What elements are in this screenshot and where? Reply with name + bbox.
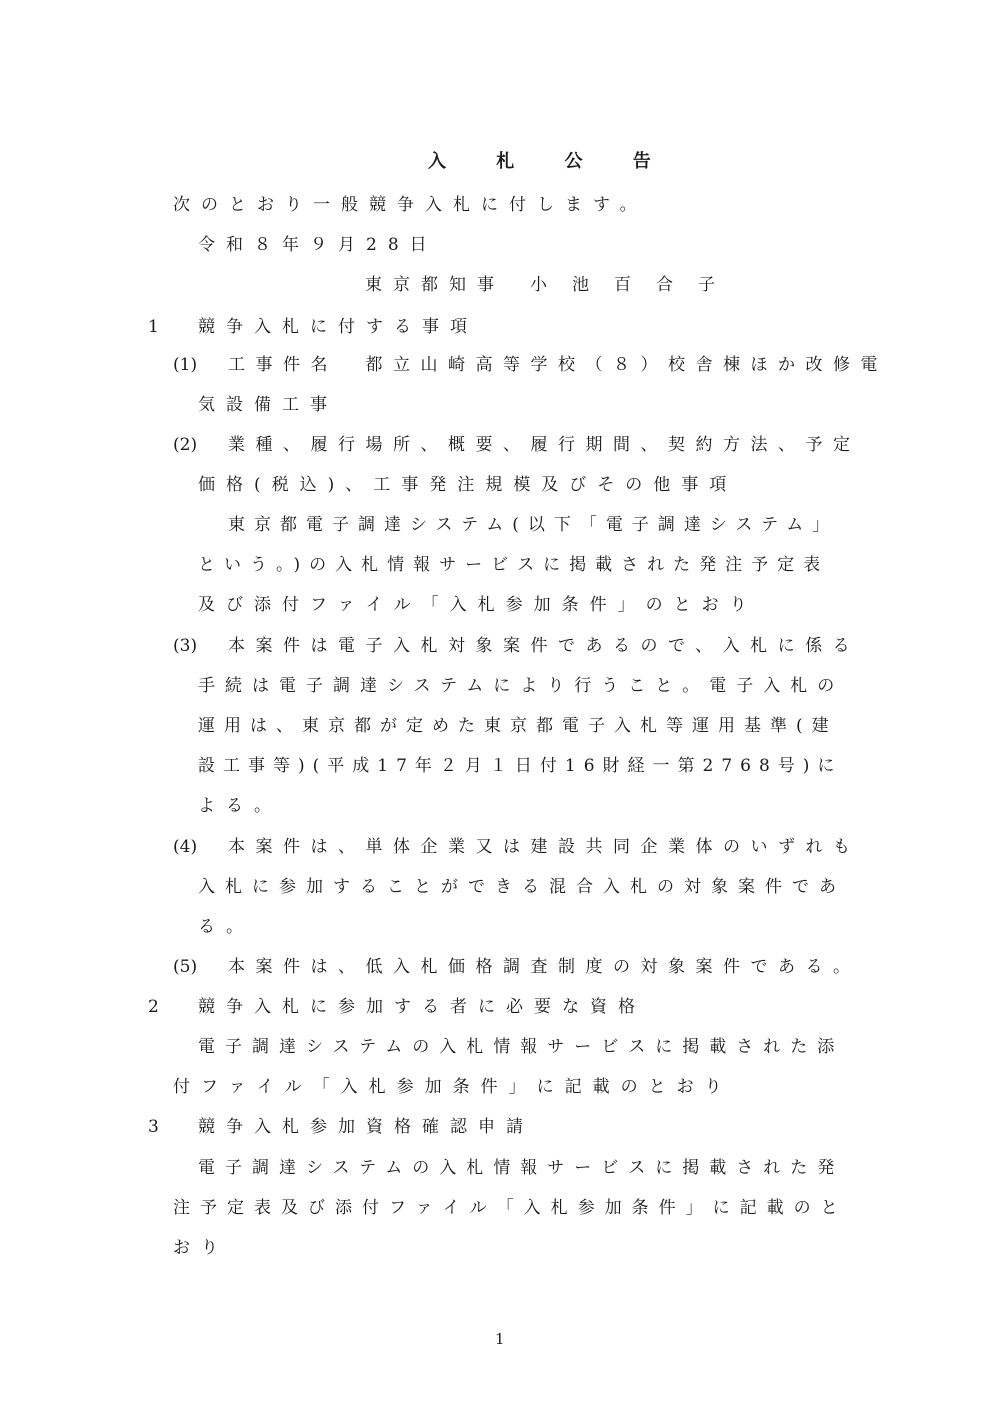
item-line: 入札に参加することができる混合入札の対象案件であ: [198, 877, 846, 897]
item-line: 業種、履行場所、概要、履行期間、契約方法、予定: [228, 435, 861, 455]
section-heading: 競争入札に付する事項: [198, 317, 478, 337]
section-body-line: 注予定表及び添付ファイル「入札参加条件」に記載のと: [173, 1198, 848, 1218]
item-line: 及び添付ファイル「入札参加条件」のとおり: [198, 595, 758, 615]
item-label: (4): [173, 837, 198, 857]
item-line: 工事件名 都立山崎高等学校（８）校舎棟ほか改修電: [228, 355, 888, 375]
item-line: という。)の入札情報サービスに掲載された発注予定表: [198, 555, 830, 575]
page-number: 1: [495, 1330, 505, 1348]
item-line: よる。: [198, 796, 282, 816]
item-line: 運用は、東京都が定めた東京都電子入札等運用基準(建: [198, 716, 838, 736]
signer-name: 小 池 百 合 子: [530, 275, 719, 295]
item-label: (2): [173, 435, 198, 455]
item-line: 手続は電子調達システムにより行うこと。電子入札の: [198, 676, 845, 696]
item-line: 本案件は、低入札価格調査制度の対象案件である。: [228, 957, 861, 977]
item-label: (5): [173, 957, 198, 977]
item-line: 東京都電子調達システム(以下「電子調達システム」: [228, 515, 839, 535]
item-line: 本案件は、単体企業又は建設共同企業体のいずれも: [228, 837, 861, 857]
intro-text: 次のとおり一般競争入札に付します。: [173, 195, 648, 215]
item-line: 本案件は電子入札対象案件であるので、入札に係る: [228, 636, 861, 656]
item-line: る。: [198, 917, 254, 937]
item-line: 気設備工事: [198, 395, 338, 415]
item-line: 価格(税込)、工事発注規模及びその他事項: [198, 475, 738, 495]
section-number: 1: [148, 317, 159, 337]
item-line: 設工事等)(平成17年２月１日付16財経一第2768号)に: [198, 756, 843, 776]
section-number: 3: [148, 1117, 159, 1137]
section-heading: 競争入札に参加する者に必要な資格: [198, 997, 646, 1017]
item-label: (1): [173, 355, 198, 375]
item-label: (3): [173, 636, 198, 656]
section-body-line: 電子調達システムの入札情報サービスに掲載された添: [198, 1037, 845, 1057]
section-heading: 競争入札参加資格確認申請: [198, 1117, 534, 1137]
section-body-line: 電子調達システムの入札情報サービスに掲載された発: [198, 1158, 845, 1178]
notice-title: 入 札 公 告: [428, 151, 673, 172]
notice-date: 令和８年９月28日: [198, 235, 438, 255]
section-number: 2: [148, 997, 159, 1017]
section-body-line: おり: [173, 1238, 229, 1258]
section-body-line: 付ファイル「入札参加条件」に記載のとおり: [173, 1077, 733, 1097]
signer-role: 東京都知事: [365, 275, 505, 295]
